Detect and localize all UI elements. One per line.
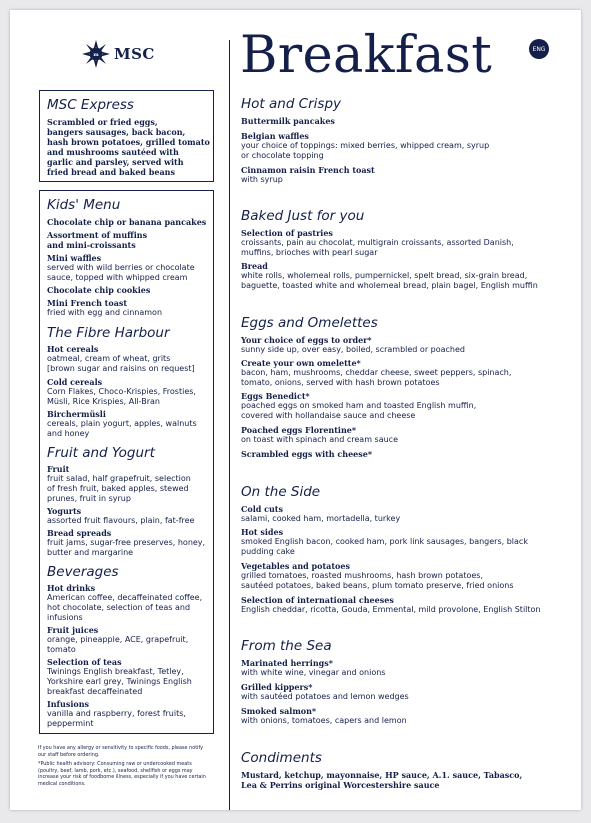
section-title-msc-express: MSC Express xyxy=(47,97,134,113)
msc-compass-logo-icon xyxy=(82,40,110,68)
section-title-fibre-harbour: The Fibre Harbour xyxy=(47,325,170,341)
menu-item: Mini waffles served with wild berries or chocolate sauce, topped with whipped cream xyxy=(47,253,195,282)
section-title-fruit-yogurt: Fruit and Yogurt xyxy=(47,445,155,461)
condiments-list: Mustard, ketchup, mayonnaise, HP sauce, A.1. sauce, Tabasco, Lea & Perrins original Worcestershire sauce xyxy=(241,770,523,790)
menu-item: Vegetables and potatoes grilled tomatoes, roasted mushrooms, hash brown potatoes, sautéed potatoes, baked beans, plum tomato preserve, fried onions xyxy=(241,561,514,590)
menu-item: Chocolate chip or banana pancakes xyxy=(47,217,207,227)
menu-item: Eggs Benedict* poached eggs on smoked ham and toasted English muffin, covered with hollandaise sauce and cheese xyxy=(241,391,477,420)
menu-item: Belgian waffles your choice of toppings: mixed berries, whipped cream, syrup or chocolate topping xyxy=(241,131,490,160)
column-divider xyxy=(229,40,230,810)
menu-item: Birchermüsli cereals, plain yogurt, apples, walnuts and honey xyxy=(47,409,197,438)
menu-item: Fruit juices orange, pineapple, ACE, grapefruit, tomato xyxy=(47,625,189,654)
section-title-kids-menu: Kids' Menu xyxy=(47,197,121,213)
section-title-on-the-side: On the Side xyxy=(241,484,321,500)
menu-item: Marinated herrings* with white wine, vinegar and onions xyxy=(241,658,386,677)
menu-item: Create your own omelette* bacon, ham, mushrooms, cheddar cheese, sweet peppers, spinach, tomato, onions, served with hash brown potatoes xyxy=(241,358,512,387)
msc-express-description: Scrambled or fried eggs, bangers sausages, back bacon, hash brown potatoes, grilled tomato and mushrooms sautéed with garlic and parsley, served with fried bread and baked beans xyxy=(47,117,210,177)
msc-logo xyxy=(82,40,155,68)
language-badge[interactable]: ENG xyxy=(529,39,549,59)
menu-item: Infusions vanilla and raspberry, forest fruits, peppermint xyxy=(47,699,186,728)
menu-item: Bread white rolls, wholemeal rolls, pumpernickel, spelt bread, six-grain bread, baguette, toasted white and wholemeal bread, plain bagel, English muffin xyxy=(241,261,538,290)
brand-name: MSC xyxy=(114,45,155,63)
menu-item: Hot drinks American coffee, decaffeinated coffee, hot chocolate, selection of teas and infusions xyxy=(47,583,203,622)
allergy-notice: If you have any allergy or sensitivity to specific foods, please notify our staff before ordering. xyxy=(38,745,204,758)
menu-item: Cinnamon raisin French toast with syrup xyxy=(241,165,375,184)
section-title-beverages: Beverages xyxy=(47,564,119,580)
page-title: Breakfast xyxy=(240,26,492,85)
menu-item: Grilled kippers* with sautéed potatoes and lemon wedges xyxy=(241,682,409,701)
section-title-baked: Baked Just for you xyxy=(241,208,365,224)
menu-item: Cold cuts salami, cooked ham, mortadella, turkey xyxy=(241,504,401,523)
section-title-hot-crispy: Hot and Crispy xyxy=(241,96,342,112)
menu-item: Yogurts assorted fruit flavours, plain, fat-free xyxy=(47,506,195,525)
section-title-condiments: Condiments xyxy=(241,750,322,766)
menu-item: Smoked salmon* with onions, tomatoes, capers and lemon xyxy=(241,706,407,725)
menu-item: Selection of teas Twinings English breakfast, Tetley, Yorkshire earl grey, Twinings English breakfast decaffeinated xyxy=(47,657,192,696)
menu-item: Scrambled eggs with cheese* xyxy=(241,449,373,459)
menu-item: Poached eggs Florentine* on toast with spinach and cream sauce xyxy=(241,425,398,444)
svg-text:m: m xyxy=(93,52,99,58)
menu-item: Your choice of eggs to order* sunny side up, over easy, boiled, scrambled or poached xyxy=(241,335,465,354)
menu-item: Selection of pastries croissants, pain au chocolat, multigrain croissants, assorted Danish, muffins, brioches with pearl sugar xyxy=(241,228,514,257)
menu-item: Selection of international cheeses English cheddar, ricotta, Gouda, Emmental, mild provolone, English Stilton xyxy=(241,595,541,614)
menu-item: Hot sides smoked English bacon, cooked ham, pork link sausages, bangers, black pudding cake xyxy=(241,527,528,556)
menu-item: Bread spreads fruit jams, sugar-free preserves, honey, butter and margarine xyxy=(47,528,206,557)
public-health-advisory: *Public health advisory: Consuming raw or undercooked meats (poultry, beef, lamb, pork, etc.), seafood, shellfish or eggs may increase your risk of foodborne illness, especially if you have certain medical conditions. xyxy=(38,761,206,787)
menu-item: Cold cereals Corn Flakes, Choco-Krispies, Frosties, Müsli, Rice Krispies, All-Bran xyxy=(47,377,196,406)
section-title-eggs: Eggs and Omelettes xyxy=(241,315,378,331)
section-title-from-the-sea: From the Sea xyxy=(241,638,332,654)
menu-item: Buttermilk pancakes xyxy=(241,116,335,126)
menu-item: Hot cereals oatmeal, cream of wheat, grits [brown sugar and raisins on request] xyxy=(47,344,195,373)
menu-item: Chocolate chip cookies xyxy=(47,285,151,295)
menu-item: Fruit fruit salad, half grapefruit, selection of fresh fruit, baked apples, stewed prunes, fruit in syrup xyxy=(47,464,191,503)
menu-item: Assortment of muffins and mini-croissants xyxy=(47,230,148,250)
menu-item: Mini French toast fried with egg and cinnamon xyxy=(47,298,163,317)
